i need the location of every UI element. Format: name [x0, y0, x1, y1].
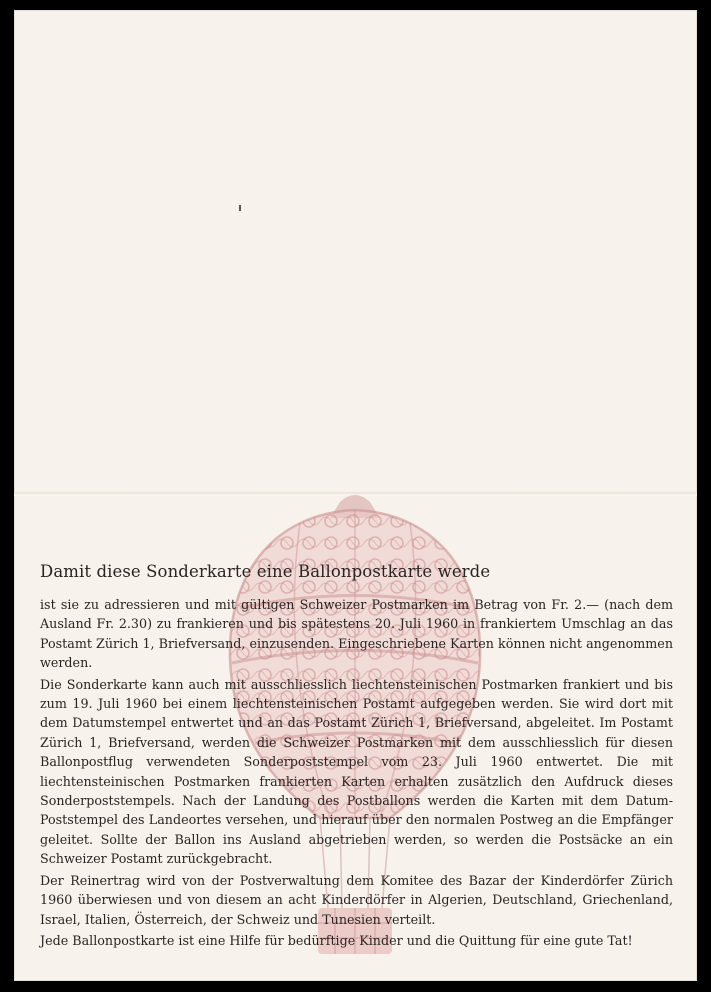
instructions-block — [40, 562, 673, 952]
paragraph-proceeds: Der Reinertrag wird von der Postverwaltung dem Komitee des Bazar der Kinderdörfer Zürich 1960 überwiesen und von diesem an acht Kinderdörfer in Algerien, Deutschland, Griechenland, Israel, Italien, Österreich, der Schweiz und Tunesien verteilt. — [40, 872, 673, 927]
paragraph-liechtenstein: Die Sonderkarte kann auch mit ausschliesslich liechtensteinischen Postmarken frankiert und bis zum 19. Juli 1960 bei einem liechtensteinischen Postamt aufgegeben werden. Sie wird dort mit dem Datumstempel entwertet und an das Postamt Zürich 1, Briefversand, abgeleitet. Im Postamt Zürich 1, Briefversand, werden die Schweizer Postmarken mit dem ausschliesslich für diesen Ballonpostflug verwendeten Sonderpoststempel vom 23. Juli 1960 entwertet. Die mit liechtensteinischen Postmarken frankierten Karten erhalten zusätzlich den Aufdruck dieses Sonderpoststempels. Nach der Landung des Postballons werden die Karten mit dem Datum-Poststempel des Landeortes versehen, und hierauf über den normalen Postweg an die Empfänger geleitet. Sollte der Ballon ins Ausland abgetrieben werden, so werden die Postsäcke an ein Schweizer Postamt zurückgebracht. — [40, 676, 673, 867]
paragraph-closing: Jede Ballonpostkarte ist eine Hilfe für bedürftige Kinder und die Quittung für eine gute Tat! — [40, 932, 633, 948]
ink-mark — [239, 205, 241, 211]
postcard — [14, 10, 697, 981]
paragraph-addressing: ist sie zu adressieren und mit gültigen Schweizer Postmarken im Betrag von Fr. 2.— (nach dem Ausland Fr. 2.30) zu frankieren und bis spätestens 20. Juli 1960 in frankiertem Umschlag an das Postamt Zürich 1, Briefversand, einzusenden. Eingeschriebene Karten können nicht angenommen werden. — [40, 597, 673, 671]
card-heading: Damit diese Sonderkarte eine Ballonpostkarte werde — [40, 562, 491, 581]
